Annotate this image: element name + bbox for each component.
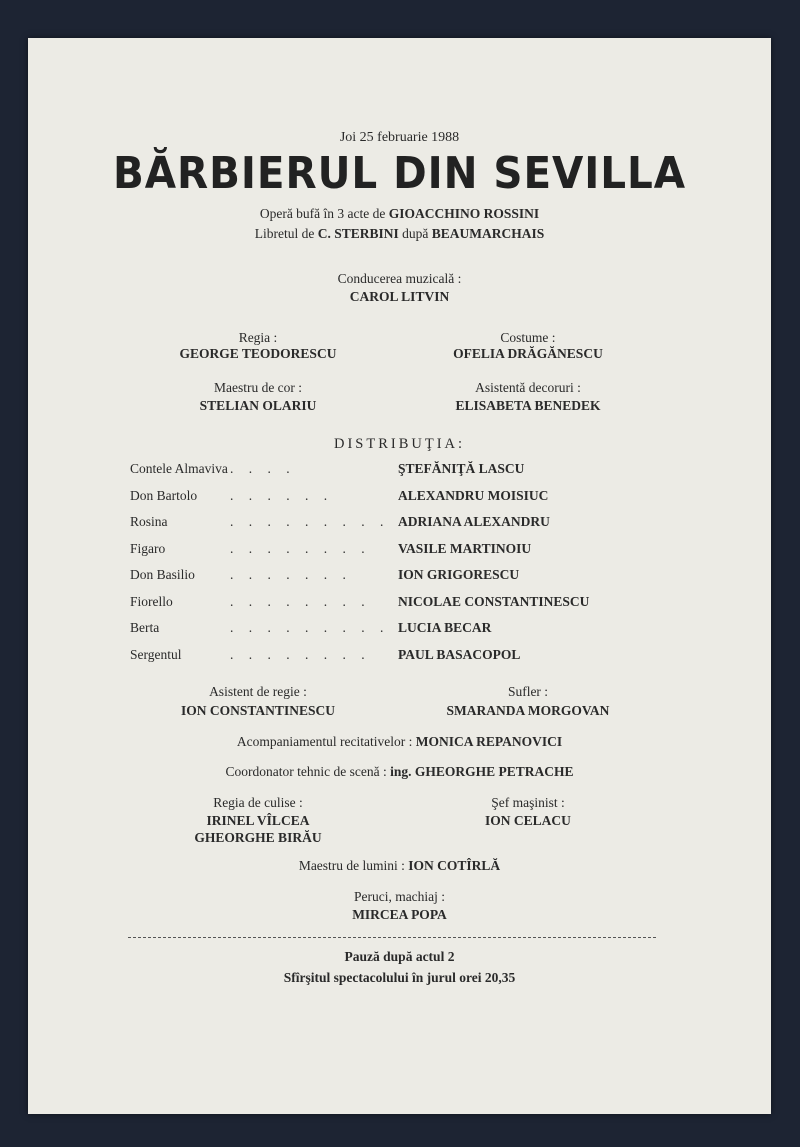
leader-dots: . . . . . . .: [230, 567, 352, 582]
cast-row: [130, 461, 650, 481]
tech-coordinator-label: Coordonator tehnic de scenă :: [225, 764, 387, 779]
prompter-label: Sufler :: [507, 684, 549, 699]
cast-role: Sergentul: [130, 647, 182, 662]
cast-row: [130, 647, 650, 667]
costumes-name: OFELIA DRĂGĂNESCU: [453, 346, 603, 361]
decor-assistant-label: Asistentă decoruri :: [475, 380, 581, 395]
machinist-name: ION CELACU: [485, 813, 571, 828]
cast-role: Berta: [130, 620, 160, 635]
assistant-director-name: ION CONSTANTINESCU: [181, 703, 335, 718]
cast-actor: ADRIANA ALEXANDRU: [398, 514, 550, 529]
libretto-after-label: după: [402, 226, 429, 241]
machinist-label: Şef maşinist :: [491, 795, 565, 810]
cast-row: [130, 620, 650, 640]
costumes-label: Costume :: [500, 330, 556, 345]
decor-assistant-name: ELISABETA BENEDEK: [455, 398, 601, 413]
leader-dots: . . . . . . . .: [230, 594, 371, 609]
subtitle-composer-label: Operă bufă în 3 acte de: [259, 206, 386, 221]
cast-role: Don Basilio: [130, 567, 195, 582]
accompaniment-label: Acompaniamentul recitativelor :: [236, 734, 413, 749]
cast-actor: NICOLAE CONSTANTINESCU: [398, 594, 590, 609]
leader-dots: . . . .: [230, 461, 296, 476]
accompaniment-line: [28, 734, 771, 750]
makeup-label: Peruci, machiaj :: [353, 889, 446, 904]
leader-dots: . . . . . . . .: [230, 541, 371, 556]
subtitle-libretto: [28, 226, 771, 242]
cast-actor: VASILE MARTINOIU: [398, 541, 532, 556]
cast-role: Fiorello: [130, 594, 173, 609]
cast-actor: LUCIA BECAR: [398, 620, 492, 635]
lighting-label: Maestru de lumini :: [298, 858, 405, 873]
director-label: Regia :: [238, 330, 278, 345]
cast-actor: PAUL BASACOPOL: [398, 647, 521, 662]
director-name: GEORGE TEODORESCU: [179, 346, 337, 361]
cast-actor: ION GRIGORESCU: [398, 567, 520, 582]
intermission-note: Pauză după actul 2: [344, 949, 455, 964]
assistant-director-label: Asistent de regie :: [209, 684, 307, 699]
lighting-line: [28, 858, 771, 874]
accompaniment-name: MONICA REPANOVICI: [415, 734, 563, 749]
chorus-master-label: Maestru de cor :: [213, 380, 303, 395]
cast-actor: ŞTEFĂNIŢĂ LASCU: [398, 461, 525, 476]
cast-role: Don Bartolo: [130, 488, 198, 503]
cast-row: [130, 594, 650, 614]
libretto-label: Libretul de: [254, 226, 315, 241]
source-author-name: BEAUMARCHAIS: [431, 226, 545, 241]
cast-row: [130, 567, 650, 587]
backstage-director-name-1: IRINEL VÎLCEA: [206, 813, 310, 828]
musical-direction-name: CAROL LITVIN: [349, 289, 450, 304]
leader-dots: . . . . . . . . .: [230, 514, 390, 529]
chorus-master-name: STELIAN OLARIU: [199, 398, 317, 413]
cast-row: [130, 488, 650, 508]
backstage-director-label: Regia de culise :: [213, 795, 303, 810]
end-time-note: Sfîrşitul spectacolului în jurul orei 20,35: [283, 970, 516, 985]
leader-dots: . . . . . . . .: [230, 647, 371, 662]
cast-row: [130, 541, 650, 561]
leader-dots: . . . . . .: [230, 488, 334, 503]
program-sheet: [28, 38, 771, 1114]
cast-role: Figaro: [130, 541, 166, 556]
musical-direction-label: Conducerea muzicală :: [337, 271, 462, 286]
cast-role: Contele Almaviva: [130, 461, 228, 476]
tech-coordinator-line: [28, 764, 771, 780]
performance-date: Joi 25 februarie 1988: [339, 130, 460, 145]
cast-role: Rosina: [130, 514, 168, 529]
lighting-name: ION COTÎRLĂ: [408, 858, 501, 873]
backstage-director-name-2: GHEORGHE BIRĂU: [194, 830, 322, 845]
tech-coordinator-name: ing. GHEORGHE PETRACHE: [390, 764, 574, 779]
distribution-heading: DISTRIBUŢIA:: [333, 436, 466, 452]
dashed-divider: [128, 937, 656, 938]
cast-row: [130, 514, 650, 534]
subtitle-composer: [28, 206, 771, 222]
composer-name: GIOACCHINO ROSSINI: [388, 206, 540, 221]
prompter-name: SMARANDA MORGOVAN: [446, 703, 610, 718]
librettist-name: C. STERBINI: [317, 226, 399, 241]
leader-dots: . . . . . . . . .: [230, 620, 390, 635]
makeup-name: MIRCEA POPA: [352, 907, 447, 922]
opera-title: BĂRBIERUL DIN SEVILLA: [113, 148, 686, 199]
cast-actor: ALEXANDRU MOISIUC: [398, 488, 549, 503]
